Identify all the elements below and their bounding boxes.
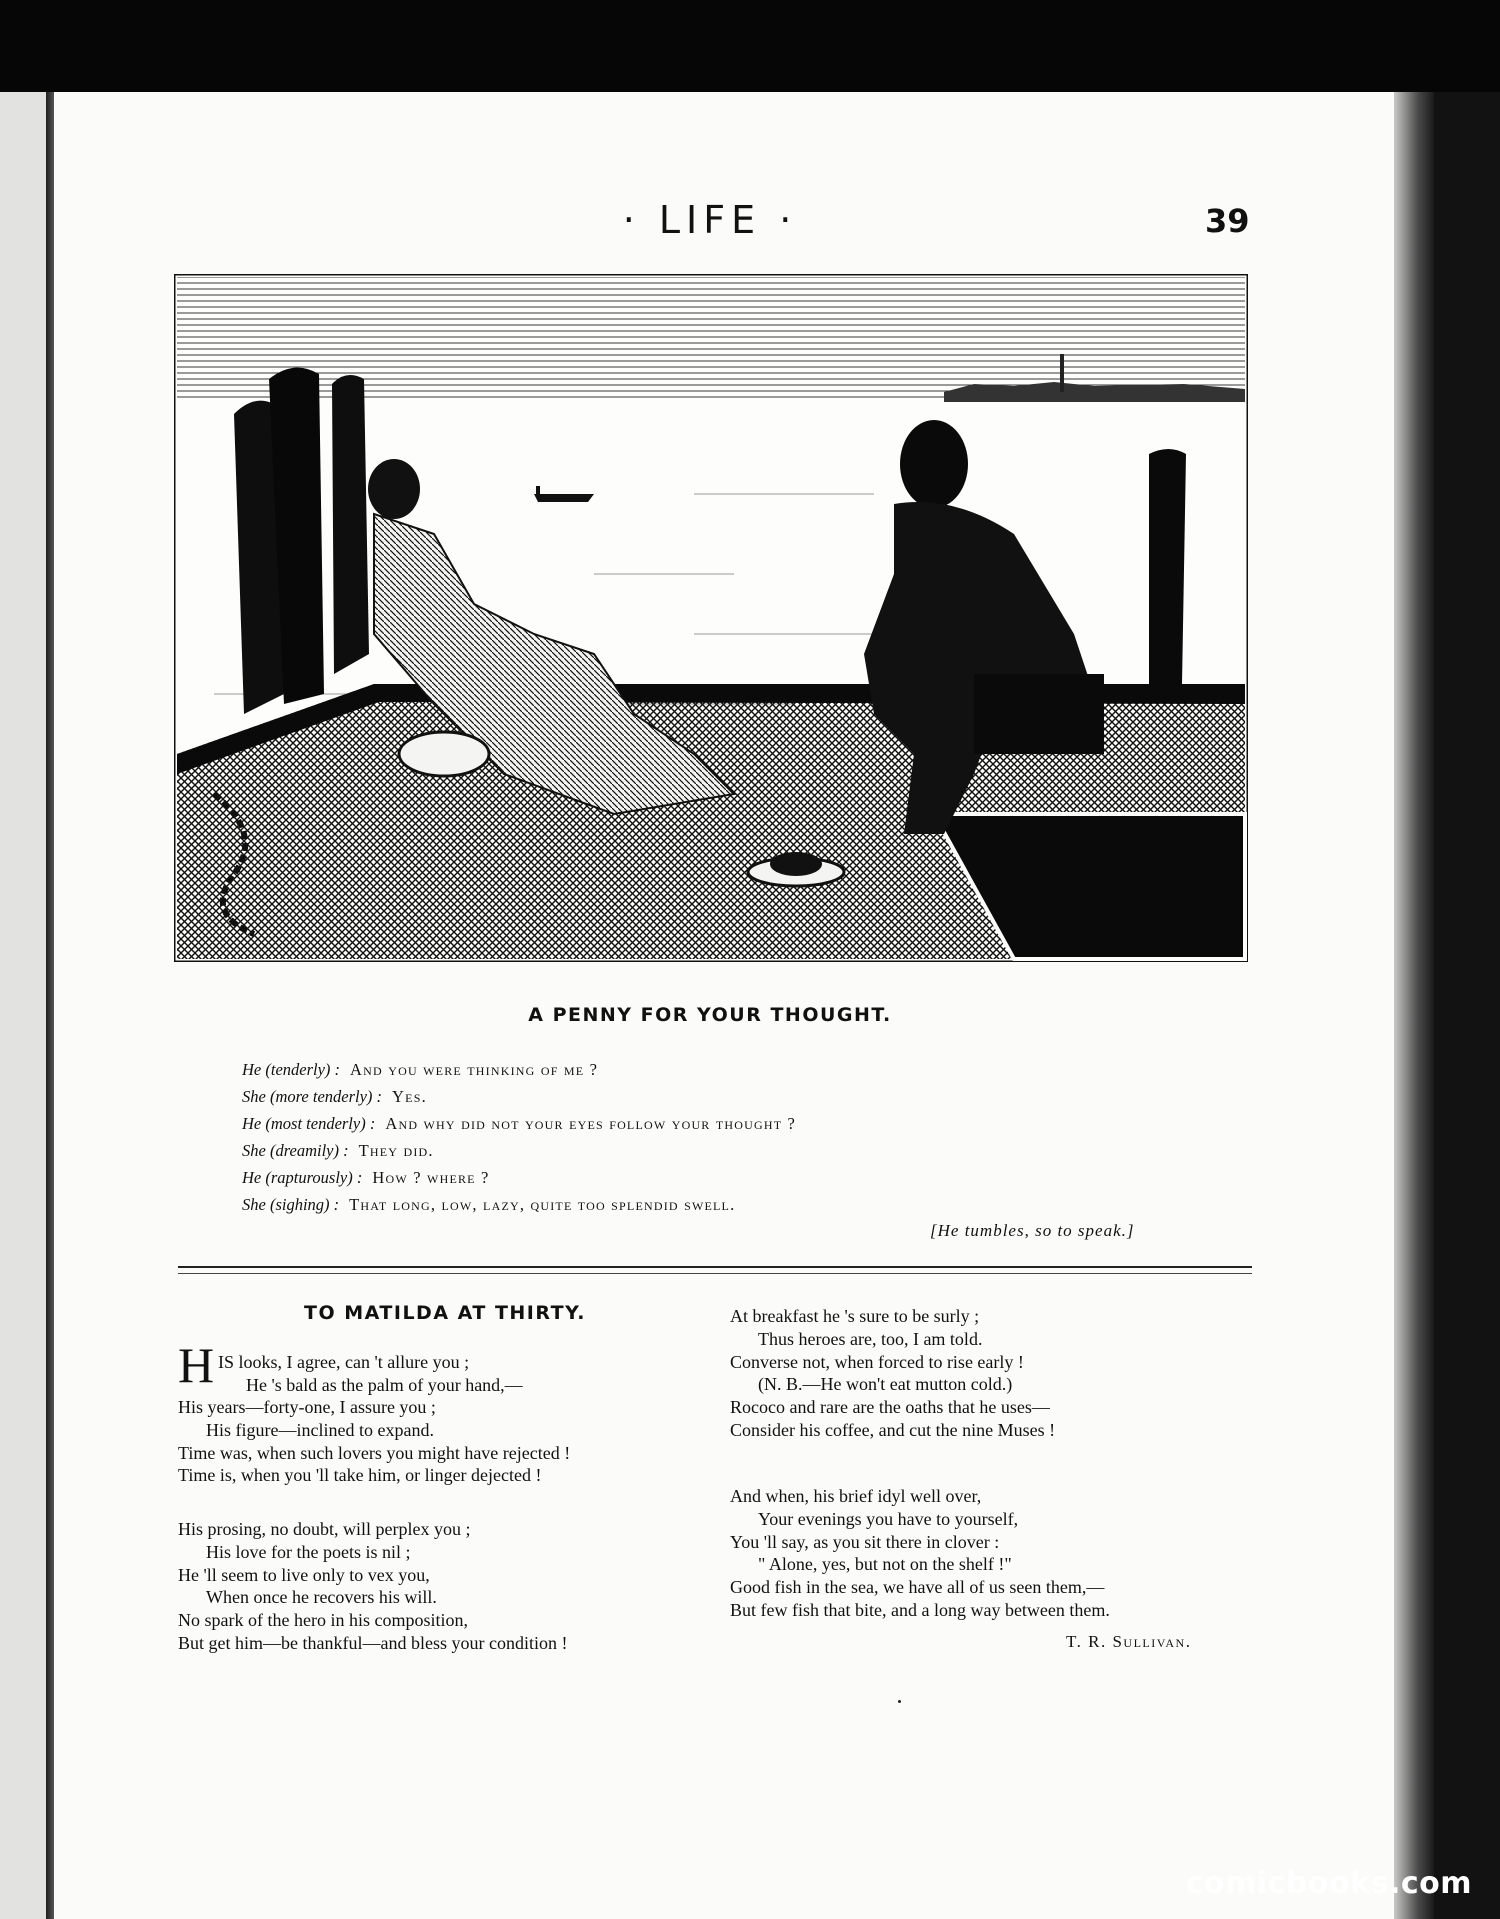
dialogue-line bbox=[242, 1056, 1182, 1083]
poem-line: Your evenings you have to yourself, bbox=[758, 1508, 1019, 1529]
poem-line: Converse not, when forced to rise early ! bbox=[730, 1351, 1024, 1372]
poem-line: His years—forty-one, I assure you ; bbox=[178, 1397, 436, 1417]
poem-line: But get him—be thankful—and bless your condition ! bbox=[178, 1632, 568, 1653]
watermark: comicbooks.com bbox=[1185, 1866, 1472, 1901]
poem-line: " Alone, yes, but not on the shelf !" bbox=[758, 1554, 1012, 1575]
poem-line: When once he recovers his will. bbox=[206, 1587, 437, 1608]
binding-shadow bbox=[46, 92, 54, 1919]
scan-top-border bbox=[0, 0, 1500, 92]
dialogue-speaker: He (rapturously) : bbox=[242, 1168, 363, 1187]
poem-line: And when, his brief idyl well over, bbox=[730, 1486, 982, 1506]
dialogue-speaker: She (dreamily) : bbox=[242, 1141, 349, 1160]
dialogue-line bbox=[242, 1191, 1182, 1218]
dialogue-text: Yes. bbox=[392, 1087, 427, 1106]
dialogue-speaker: She (sighing) : bbox=[242, 1195, 340, 1214]
dialogue-speaker: He (most tenderly) : bbox=[242, 1114, 376, 1133]
cartoon-dialogue bbox=[242, 1056, 1182, 1218]
dialogue-text: They did. bbox=[358, 1141, 434, 1160]
poem-line: Time was, when such lovers you might have rejected ! bbox=[178, 1442, 571, 1463]
cartoon-title: A PENNY FOR YOUR THOUGHT. bbox=[528, 1004, 892, 1026]
poem-line: IS looks, I agree, can 't allure you ; bbox=[218, 1352, 470, 1372]
page-number: 39 bbox=[1205, 202, 1250, 240]
dialogue-line bbox=[242, 1083, 1182, 1110]
dialogue-text: That long, low, lazy, quite too splendid swell. bbox=[349, 1195, 736, 1214]
poem-line: Rococo and rare are the oaths that he uses— bbox=[730, 1397, 1050, 1418]
page-edge-shadow bbox=[1394, 92, 1434, 1919]
dialogue-speaker: He (tenderly) : bbox=[242, 1060, 341, 1079]
poem-line: Thus heroes are, too, I am told. bbox=[758, 1328, 983, 1349]
poem-line: His prosing, no doubt, will perplex you ; bbox=[178, 1519, 471, 1539]
scan-right-border bbox=[1434, 92, 1500, 1919]
masthead-title: · LIFE · bbox=[622, 198, 798, 242]
poem-line: His love for the poets is nil ; bbox=[206, 1541, 411, 1562]
stage-direction: [He tumbles, so to speak.] bbox=[930, 1221, 1135, 1240]
section-divider bbox=[178, 1273, 1252, 1274]
poem-line: You 'll say, as you sit there in clover : bbox=[730, 1531, 1000, 1552]
drop-cap: H bbox=[178, 1337, 215, 1393]
poem-stanza-3 bbox=[730, 1305, 1055, 1442]
cartoon-illustration bbox=[174, 274, 1248, 962]
poem-line: At breakfast he 's sure to be surly ; bbox=[730, 1306, 980, 1326]
dialogue-text: And why did not your eyes follow your thought ? bbox=[385, 1114, 797, 1133]
dialogue-line bbox=[242, 1137, 1182, 1164]
poem-line: He 'll seem to live only to vex you, bbox=[178, 1564, 430, 1585]
poem-stanza-2 bbox=[178, 1518, 567, 1655]
dialogue-text: And you were thinking of me ? bbox=[350, 1060, 599, 1079]
poem-line: No spark of the hero in his composition, bbox=[178, 1610, 468, 1631]
poem-title: TO MATILDA AT THIRTY. bbox=[304, 1302, 586, 1324]
poem-line: Time is, when you 'll take him, or linger dejected ! bbox=[178, 1465, 542, 1486]
poem-author: T. R. Sullivan. bbox=[1066, 1632, 1192, 1651]
poem-stanza-4 bbox=[730, 1485, 1110, 1622]
dialogue-line bbox=[242, 1110, 1182, 1137]
dialogue-speaker: She (more tenderly) : bbox=[242, 1087, 383, 1106]
ornament-dot bbox=[898, 1700, 901, 1703]
poem-line: His figure—inclined to expand. bbox=[206, 1419, 434, 1440]
poem-line: (N. B.—He won't eat mutton cold.) bbox=[758, 1374, 1013, 1395]
dialogue-text: How ? where ? bbox=[372, 1168, 490, 1187]
poem-line: Good fish in the sea, we have all of us seen them,— bbox=[730, 1577, 1105, 1598]
poem-stanza-1-cont bbox=[178, 1396, 570, 1487]
poem-line: Consider his coffee, and cut the nine Muses ! bbox=[730, 1419, 1056, 1440]
dialogue-line bbox=[242, 1164, 1182, 1191]
section-divider bbox=[178, 1266, 1252, 1268]
poem-stanza-1 bbox=[218, 1351, 523, 1397]
facing-page-edge bbox=[0, 92, 46, 1919]
poem-line: He 's bald as the palm of your hand,— bbox=[246, 1374, 523, 1395]
poem-line: But few fish that bite, and a long way between them. bbox=[730, 1599, 1110, 1620]
